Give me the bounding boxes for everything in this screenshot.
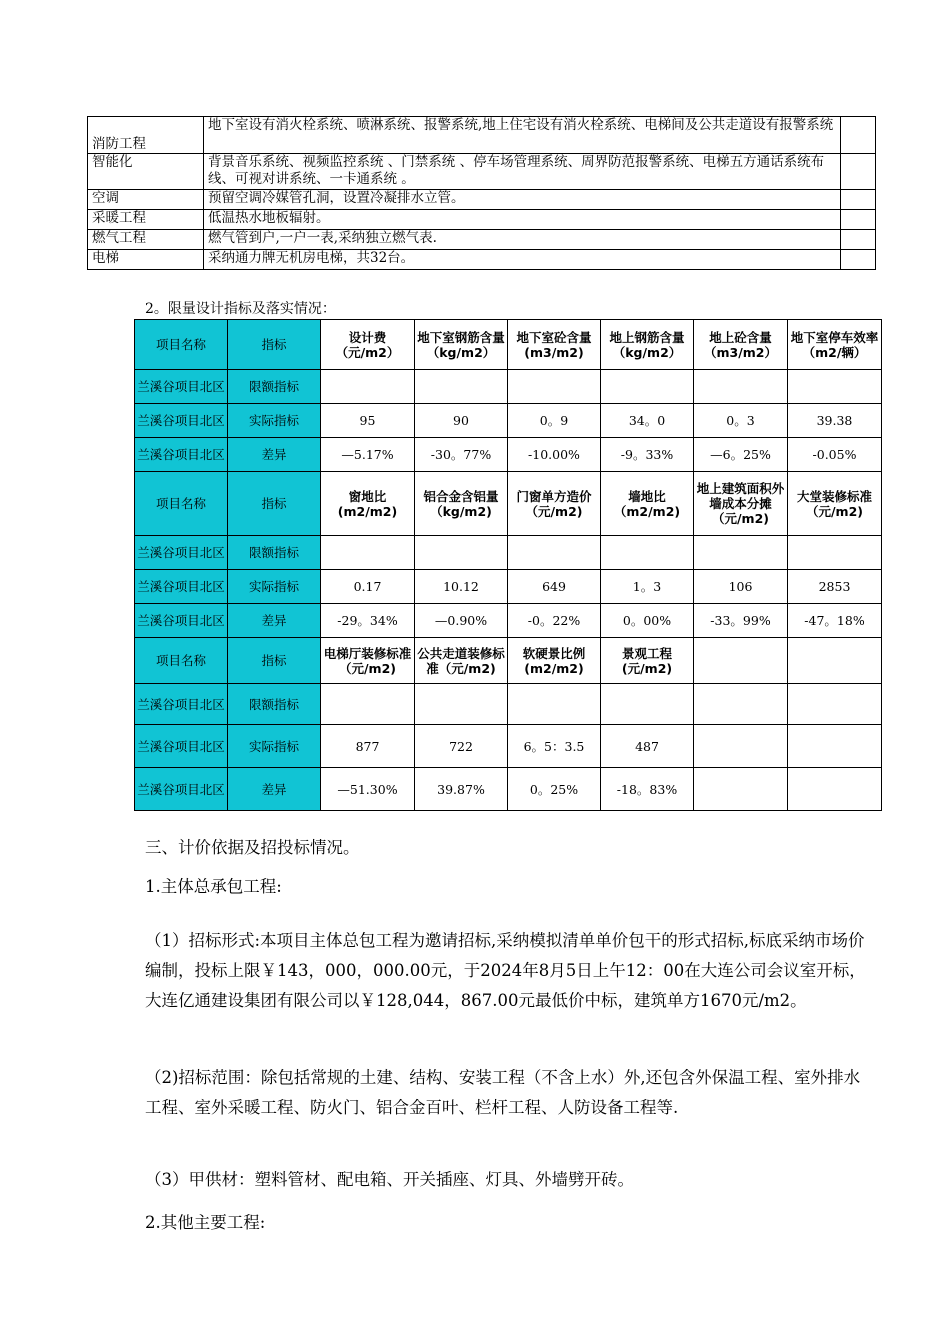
indicator-row	[135, 536, 882, 570]
metric-value: 0。3	[694, 404, 788, 438]
metric-value	[415, 370, 508, 404]
header-metric	[788, 638, 882, 684]
metric-value: —51.30%	[321, 768, 415, 811]
system-desc: 地下室设有消火栓系统、喷淋系统、报警系统,地上住宅设有消火栓系统、电梯间及公共走道设有报警系统	[204, 117, 841, 154]
metric-value: 722	[415, 725, 508, 768]
indicator-header-row	[135, 472, 882, 536]
system-name: 智能化	[88, 154, 204, 190]
row-project-name: 兰溪谷项目北区	[135, 536, 228, 570]
metric-value: -30。77%	[415, 438, 508, 472]
indicator-header-row	[135, 638, 882, 684]
metric-value: 0。9	[508, 404, 601, 438]
header-metric: 地下室砼含量(m3/m2)	[508, 320, 601, 370]
metric-value	[321, 370, 415, 404]
row-project-name: 兰溪谷项目北区	[135, 604, 228, 638]
metric-value: 0.17	[321, 570, 415, 604]
system-name: 消防工程	[88, 117, 204, 154]
table-row	[88, 117, 876, 154]
header-project-name: 项目名称	[135, 472, 228, 536]
indicator-row	[135, 570, 882, 604]
systems-table	[87, 116, 876, 270]
metric-value	[415, 684, 508, 725]
metric-value: 90	[415, 404, 508, 438]
metric-value	[694, 768, 788, 811]
metric-value	[788, 536, 882, 570]
metric-value	[788, 725, 882, 768]
system-desc: 背景音乐系统、视频监控系统 、门禁系统 、停车场管理系统、周界防范报警系统、电梯五方通话系统布线、可视对讲系统、一卡通系统 。	[204, 154, 841, 190]
metric-value: -9。33%	[601, 438, 694, 472]
row-project-name: 兰溪谷项目北区	[135, 684, 228, 725]
metric-value: 10.12	[415, 570, 508, 604]
header-indicator: 指标	[228, 638, 321, 684]
metric-value: 487	[601, 725, 694, 768]
metric-value: 649	[508, 570, 601, 604]
table-row	[88, 230, 876, 250]
metric-value: 2853	[788, 570, 882, 604]
metric-value	[508, 536, 601, 570]
metric-value: -33。99%	[694, 604, 788, 638]
indicator-header-row	[135, 320, 882, 370]
metric-value	[694, 536, 788, 570]
header-metric: 公共走道装修标准（元/m2)	[415, 638, 508, 684]
indicator-title: 2。限量设计指标及落实情况：	[145, 301, 336, 317]
metric-value	[415, 536, 508, 570]
row-indicator-type: 差异	[228, 768, 321, 811]
metric-value	[601, 684, 694, 725]
metric-value	[508, 684, 601, 725]
row-project-name: 兰溪谷项目北区	[135, 768, 228, 811]
indicator-row	[135, 684, 882, 725]
indicator-table	[134, 319, 882, 811]
metric-value: -29。34%	[321, 604, 415, 638]
metric-value	[601, 370, 694, 404]
row-indicator-type: 差异	[228, 438, 321, 472]
row-indicator-type: 实际指标	[228, 570, 321, 604]
row-indicator-type: 限额指标	[228, 536, 321, 570]
sub1-title: 1.主体总承包工程:	[145, 877, 282, 896]
row-project-name: 兰溪谷项目北区	[135, 370, 228, 404]
metric-value	[321, 536, 415, 570]
system-name: 采暖工程	[88, 210, 204, 230]
header-metric: 地上砼含量（m3/m2）	[694, 320, 788, 370]
table-row	[88, 190, 876, 210]
indicator-row	[135, 370, 882, 404]
header-metric: 铝合金含铝量（kg/m2)	[415, 472, 508, 536]
metric-value	[601, 536, 694, 570]
metric-value	[321, 684, 415, 725]
row-indicator-type: 实际指标	[228, 725, 321, 768]
metric-value: 0。25%	[508, 768, 601, 811]
header-metric: 软硬景比例(m2/m2)	[508, 638, 601, 684]
metric-value: 0。00%	[601, 604, 694, 638]
system-name: 燃气工程	[88, 230, 204, 250]
row-indicator-type: 限额指标	[228, 370, 321, 404]
header-metric: 设计费（元/m2）	[321, 320, 415, 370]
paragraph-3: （3）甲供材：塑料管材、配电箱、开关插座、灯具、外墙劈开砖。	[145, 1170, 634, 1189]
indicator-row	[135, 404, 882, 438]
metric-value	[508, 370, 601, 404]
system-name: 电梯	[88, 250, 204, 270]
metric-value	[694, 725, 788, 768]
header-metric: 窗地比(m2/m2)	[321, 472, 415, 536]
metric-value	[694, 684, 788, 725]
table-row	[88, 210, 876, 230]
metric-value	[788, 370, 882, 404]
system-note	[841, 117, 876, 154]
header-project-name: 项目名称	[135, 638, 228, 684]
metric-value: -18。83%	[601, 768, 694, 811]
paragraph-2: （2)招标范围：除包括常规的土建、结构、安装工程（不含上水）外,还包含外保温工程、室外排水工程、室外采暖工程、防火门、铝合金百叶、栏杆工程、人防设备工程等.	[145, 1068, 861, 1117]
header-project-name: 项目名称	[135, 320, 228, 370]
row-indicator-type: 限额指标	[228, 684, 321, 725]
indicator-row	[135, 438, 882, 472]
header-metric: 墙地比（m2/m2)	[601, 472, 694, 536]
system-desc: 低温热水地板辐射。	[204, 210, 841, 230]
row-project-name: 兰溪谷项目北区	[135, 570, 228, 604]
system-note	[841, 210, 876, 230]
metric-value: —6。25%	[694, 438, 788, 472]
system-name: 空调	[88, 190, 204, 210]
row-indicator-type: 差异	[228, 604, 321, 638]
metric-value: 1。3	[601, 570, 694, 604]
indicator-row	[135, 604, 882, 638]
header-indicator: 指标	[228, 472, 321, 536]
metric-value: -10.00%	[508, 438, 601, 472]
table-row	[88, 250, 876, 270]
row-indicator-type: 实际指标	[228, 404, 321, 438]
header-metric	[694, 638, 788, 684]
header-metric: 大堂装修标准（元/m2)	[788, 472, 882, 536]
metric-value: —0.90%	[415, 604, 508, 638]
table-row	[88, 154, 876, 190]
row-project-name: 兰溪谷项目北区	[135, 404, 228, 438]
header-metric: 地下室钢筋含量（kg/m2）	[415, 320, 508, 370]
header-indicator: 指标	[228, 320, 321, 370]
metric-value: 106	[694, 570, 788, 604]
system-note	[841, 250, 876, 270]
metric-value: -0.05%	[788, 438, 882, 472]
metric-value: 95	[321, 404, 415, 438]
metric-value: 877	[321, 725, 415, 768]
header-metric: 地上建筑面积外墙成本分摊（元/m2)	[694, 472, 788, 536]
header-metric: 地下室停车效率（m2/辆）	[788, 320, 882, 370]
system-note	[841, 154, 876, 190]
sub2-title: 2.其他主要工程:	[145, 1213, 266, 1232]
metric-value: 6。5：3.5	[508, 725, 601, 768]
header-metric: 景观工程(元/m2)	[601, 638, 694, 684]
metric-value	[788, 768, 882, 811]
metric-value: —5.17%	[321, 438, 415, 472]
header-metric: 地上钢筋含量（kg/m2）	[601, 320, 694, 370]
metric-value: 39.87%	[415, 768, 508, 811]
system-desc: 采纳通力牌无机房电梯，共32台。	[204, 250, 841, 270]
system-desc: 预留空调冷媒管孔洞，设置冷凝排水立管。	[204, 190, 841, 210]
indicator-row	[135, 725, 882, 768]
indicator-row	[135, 768, 882, 811]
metric-value: 34。0	[601, 404, 694, 438]
system-desc: 燃气管到户,一户一表,采纳独立燃气表.	[204, 230, 841, 250]
metric-value: -47。18%	[788, 604, 882, 638]
section3-title: 三、计价依据及招投标情况。	[145, 838, 360, 857]
metric-value	[694, 370, 788, 404]
metric-value	[788, 684, 882, 725]
metric-value: 39.38	[788, 404, 882, 438]
metric-value: -0。22%	[508, 604, 601, 638]
header-metric: 电梯厅装修标准（元/m2)	[321, 638, 415, 684]
row-project-name: 兰溪谷项目北区	[135, 725, 228, 768]
system-note	[841, 190, 876, 210]
header-metric: 门窗单方造价（元/m2)	[508, 472, 601, 536]
row-project-name: 兰溪谷项目北区	[135, 438, 228, 472]
system-note	[841, 230, 876, 250]
paragraph-1: （1）招标形式:本项目主体总包工程为邀请招标,采纳模拟清单单价包干的形式招标,标底采纳市场价编制，投标上限￥143，000，000.00元，于2024年8月5日上午12：00在大连公司会议室开标，大连亿通建设集团有限公司以￥128,044，867.00元最低价中标，建筑单方1670元/m2。	[145, 931, 866, 1010]
